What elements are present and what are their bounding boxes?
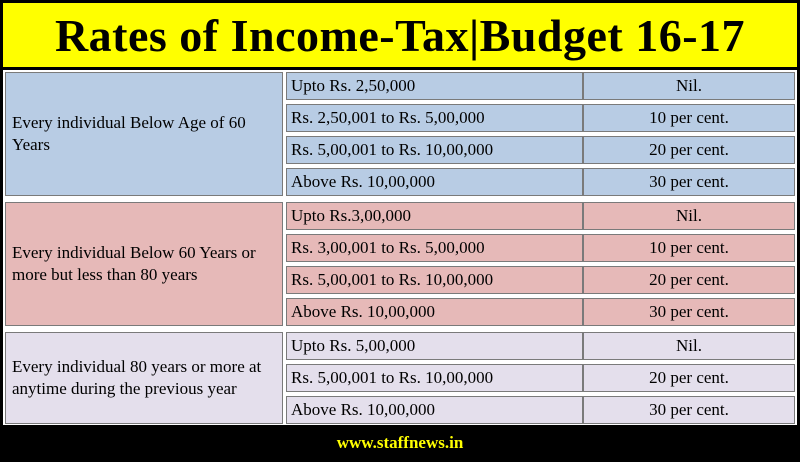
group-60-to-80 — [3, 200, 797, 328]
rate-cell: 20 per cent. — [583, 266, 795, 294]
rate-cell: 10 per cent. — [583, 234, 795, 262]
slab-cell: Rs. 5,00,001 to Rs. 10,00,000 — [286, 136, 583, 164]
rate-cell: Nil. — [583, 202, 795, 230]
category-cell: Every individual 80 years or more at anytime during the previous year — [5, 332, 283, 424]
rate-cell: 30 per cent. — [583, 396, 795, 424]
rate-cell: 10 per cent. — [583, 104, 795, 132]
category-cell: Every individual Below 60 Years or more but less than 80 years — [5, 202, 283, 326]
slab-cell: Above Rs. 10,00,000 — [286, 298, 583, 326]
slab-cell: Above Rs. 10,00,000 — [286, 168, 583, 196]
rate-cell: 30 per cent. — [583, 168, 795, 196]
slab-cell: Upto Rs. 5,00,000 — [286, 332, 583, 360]
category-cell: Every individual Below Age of 60 Years — [5, 72, 283, 196]
rate-cell: Nil. — [583, 332, 795, 360]
group-below-60 — [3, 70, 797, 198]
rate-cell: Nil. — [583, 72, 795, 100]
tax-rate-table — [3, 70, 797, 425]
group-80-and-above — [3, 330, 797, 426]
page-title: Rates of Income-Tax|Budget 16-17 — [3, 3, 797, 67]
slab-cell: Above Rs. 10,00,000 — [286, 396, 583, 424]
rate-cell: 20 per cent. — [583, 364, 795, 392]
slab-cell: Rs. 5,00,001 to Rs. 10,00,000 — [286, 364, 583, 392]
slab-cell: Upto Rs.3,00,000 — [286, 202, 583, 230]
rate-cell: 30 per cent. — [583, 298, 795, 326]
footer-url: www.staffnews.in — [3, 428, 797, 458]
slab-cell: Upto Rs. 2,50,000 — [286, 72, 583, 100]
rate-cell: 20 per cent. — [583, 136, 795, 164]
slab-cell: Rs. 2,50,001 to Rs. 5,00,000 — [286, 104, 583, 132]
slab-cell: Rs. 3,00,001 to Rs. 5,00,000 — [286, 234, 583, 262]
slab-cell: Rs. 5,00,001 to Rs. 10,00,000 — [286, 266, 583, 294]
